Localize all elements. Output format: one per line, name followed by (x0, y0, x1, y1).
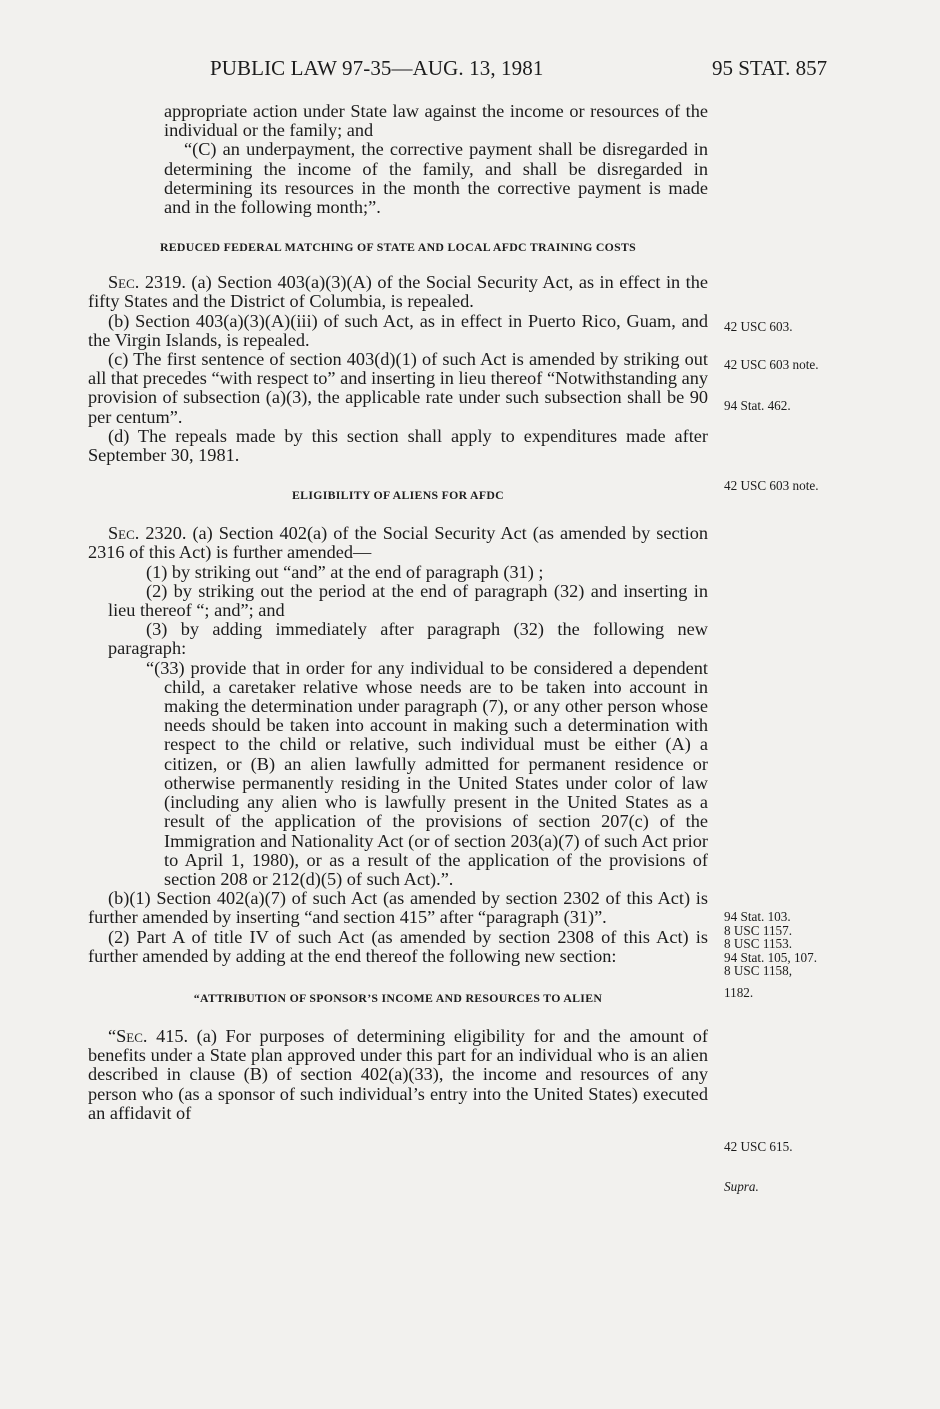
sec-415-a-text: 415. (a) For purposes of determining eligibility for and the amount of benefits under a State plan approved under this part for an individual who is an alien described in clause (B) of section 402(a)(33), the income and resources of any person who (as a sponsor of such individual’s entry into the United States) executed an affidavit of (88, 1025, 708, 1123)
margin-note-8usc1153: 8 USC 1153. (724, 936, 793, 952)
margin-note-42usc603-note: 42 USC 603 note. (724, 357, 819, 372)
open-quote: “ (108, 1025, 117, 1046)
sec-label: Sec. (108, 523, 140, 544)
section-heading-aliens-afdc: ELIGIBILITY OF ALIENS FOR AFDC (292, 488, 504, 503)
margin-note-supra: Supra. (724, 1179, 759, 1194)
section-heading-sponsor-income: “ATTRIBUTION OF SPONSOR’S INCOME AND RESOURCES TO ALIEN (193, 990, 603, 1005)
paragraph-sec-2320-a (88, 524, 708, 562)
paragraph-clause-c: “(C) an underpayment, the corrective payment shall be disregarded in determining the income of the family, and shall be disregarded in determining its resources in the month the corrective payment is made and in the following month;”. (164, 139, 708, 218)
paragraph-sec-2320-b1: (b)(1) Section 402(a)(7) of such Act (as amended by section 2302 of this Act) is further amended by inserting “and section 415” after “paragraph (31)”. (88, 888, 708, 928)
margin-note-42usc603-note-2: 42 USC 603 note. (724, 478, 819, 493)
paragraph-sec-2319-b: (b) Section 403(a)(3)(A)(iii) of such Act, as in effect in Puerto Rico, Guam, and the Virgin Islands, is repealed. (88, 310, 708, 350)
sec-2319-a-text: 2319. (a) Section 403(a)(3)(A) of the Social Security Act, as in effect in the fifty States and the District of Columbia, is repealed. (88, 272, 708, 312)
document-body (88, 102, 708, 1123)
margin-note-94stat103: 94 Stat. 103. (724, 909, 791, 924)
running-header-stat: 95 STAT. 857 (712, 56, 828, 80)
paragraph-sec-415-a (88, 1027, 708, 1123)
list-item-1: (1) by striking out “and” at the end of paragraph (31) ; (146, 561, 544, 582)
running-header-title: PUBLIC LAW 97-35—AUG. 13, 1981 (210, 56, 544, 80)
paragraph-continuation: appropriate action under State law against the income or resources of the individual or the family; and (164, 101, 708, 141)
section-heading-training-costs: REDUCED FEDERAL MATCHING OF STATE AND LOCAL AFDC TRAINING COSTS (159, 240, 637, 255)
paragraph-sec-2319-a (88, 273, 708, 311)
paragraph-sec-2319-d: (d) The repeals made by this section shall apply to expenditures made after September 30, 1981. (88, 425, 708, 466)
margin-note-42usc615: 42 USC 615. (724, 1139, 793, 1154)
paragraph-sec-2319-c: (c) The first sentence of section 403(d)(1) of such Act is amended by striking out all that precedes “with respect to” and inserting in lieu thereof “Notwithstanding any provision of subsection (a)(3), the applicable rate under such subsection shall be 90 per centum”. (88, 349, 708, 427)
sec-label: Sec. (116, 1025, 148, 1046)
sec-label: Sec. (108, 272, 140, 293)
paragraph-sec-2320-b2: (2) Part A of title IV of such Act (as amended by section 2308 of this Act) is further amended by adding at the end thereof the following new section: (88, 926, 708, 966)
margin-note-8usc1158: 8 USC 1158, (724, 963, 793, 979)
margin-note-94stat462: 94 Stat. 462. (724, 398, 791, 413)
margin-note-42usc603: 42 USC 603. (724, 319, 793, 334)
list-item-3: (3) by adding immediately after paragraph (32) the following new paragraph: (108, 619, 708, 659)
margin-note-94stat105: 94 Stat. 105, 107. (724, 949, 818, 965)
list-item-2: (2) by striking out the period at the end of paragraph (32) and inserting in lieu thereof “; and”; and (108, 580, 708, 621)
paragraph-33-quote: “(33) provide that in order for any individual to be considered a dependent child, a caretaker relative whose needs are to be taken into account in making the determination under paragraph (7), or any other person whose needs should be taken into account in making such a determination with respect to the child or relative, such individual must be either (A) a citizen, or (B) an alien lawfully admitted for permanent residence or otherwise permanently residing in the United States under color of law (including any alien who is lawfully present in the United States as a result of the application of the provisions of section 207(c) of the Immigration and Nationality Act (or of section 203(a)(7) of such Act prior to April 1, 1980), or as a result of the application of the provisions of section 208 or 212(d)(5) of such Act).”. (146, 657, 708, 889)
margin-note-1182: 1182. (724, 985, 754, 1000)
sec-2320-a-text: 2320. (a) Section 402(a) of the Social Security Act (as amended by section 2316 of this Act) is further amended— (88, 523, 708, 563)
margin-note-8usc1157: 8 USC 1157. (724, 922, 793, 938)
